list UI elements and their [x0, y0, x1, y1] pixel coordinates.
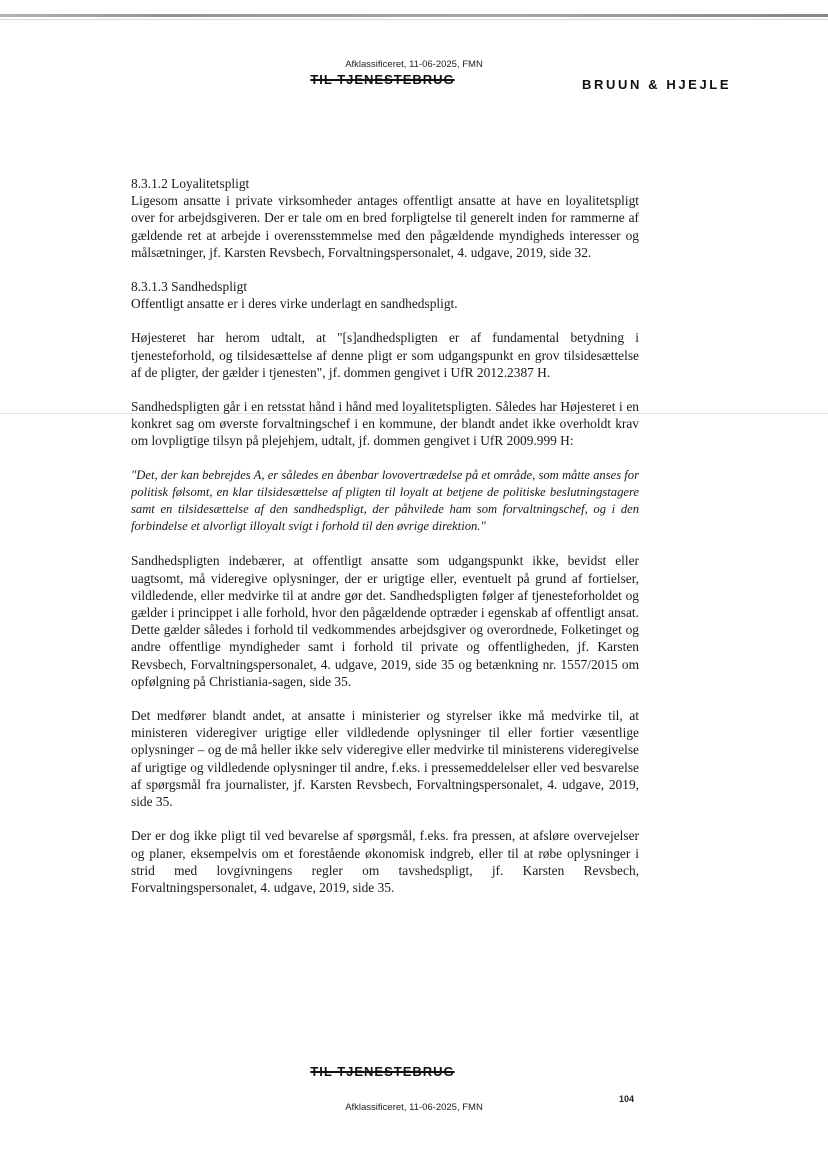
paragraph-implies: Sandhedspligten indebærer, at offentligt ansatte som udgangspunkt ikke, bevidst eller uagtsomt, må videregive oplysninger, der er urigtige eller, eventuelt på grund af fortielser, vildledende, eller medvirke til at andre gør det. Sandhedspligten følger af tjenesteforholdet og gælder i princippet i alle forhold, hvor den pågældende optræder i egenskab af offentligt ansat. Dette gælder således i forhold til vedkommendes arbejdsgiver og overordnede, Folketinget og andre offentlige myndigheder samt i forhold til private og offentligheden, jf. Karsten Revsbech, Forvaltningspersonalet, 4. udgave, 2019, side 35 og betænkning nr. 1557/2015 om opfølgning på Christiania-sagen, side 35. — [131, 553, 639, 689]
paragraph-hand-in-hand: Sandhedspligten går i en retsstat hånd i hånd med loyalitetspligten. Således har Højesteret i en konkret sag om øverste forvaltningschef i en kommune, der blandt andet ikke overholdt krav om lovpligtige tilsyn på plejehjem, udtalt, jf. dommen gengivet i UfR 2009.999 H: — [131, 399, 639, 449]
scan-edge — [0, 14, 828, 17]
section-heading-loyalty: 8.3.1.2 Loyalitetspligt — [131, 176, 250, 191]
scan-edge-shadow — [0, 19, 828, 20]
paragraph-truth-intro: Offentligt ansatte er i deres virke underlagt en sandhedspligt. — [131, 296, 458, 312]
paragraph-loyalty: Ligesom ansatte i private virksomheder antages offentligt ansatte at have en loyalitetspligt over for arbejdsgiveren. Der er tale om en bred forpligtelse til generelt inden for rammerne af gældende ret at arbejde i overensstemmelse med den pågældende myndigheds interesser og målsætninger, jf. Karsten Revsbech, Forvaltningspersonalet, 4. udgave, 2019, side 32. — [131, 193, 639, 260]
block-quote: "Det, der kan bebrejdes A, er således en åbenbar lovovertrædelse på et område, som måtte anses for politisk følsomt, en klar tilsidesættelse af pligten til loyalt at betjene de politiske beslutningstagere samt en tilsidesættelse af den sandhedspligt, der påhvilede ham som forvaltningschef, og i den forbindelse et alvorligt illoyalt svigt i forhold til den øvrige direktion." — [131, 467, 639, 534]
paragraph-supreme-court: Højesteret har herom udtalt, at "[s]andhedspligten er af fundamental betydning i tjenesteforhold, og tilsidesættelse af denne pligt er som udgangspunkt en grov tilsidesættelse af de pligter, der gælder i tjenesten", jf. dommen gengivet i UfR 2012.2387 H. — [131, 330, 639, 380]
section-heading-truth: 8.3.1.3 Sandhedspligt — [131, 279, 248, 295]
classification-top: TIL TJENESTEBRUG — [310, 72, 455, 87]
page-number: 104 — [619, 1094, 635, 1104]
declassified-stamp-top: Afklassificeret, 11-06-2025, FMN — [345, 59, 483, 70]
brand-logo: BRUUN & HJEJLE — [582, 77, 732, 92]
document-body — [131, 175, 639, 896]
paragraph-no-duty: Der er dog ikke pligt til ved bevarelse af spørgsmål, f.eks. fra pressen, at afsløre overvejelser og planer, eksempelvis om et forestående økonomisk indgreb, eller til at røbe oplysninger i strid med lovgivningens regler om tavshedspligt, jf. Karsten Revsbech, Forvaltningspersonalet, 4. udgave, 2019, side 35. — [131, 828, 639, 895]
declassified-stamp-bottom: Afklassificeret, 11-06-2025, FMN — [345, 1102, 483, 1113]
paragraph-ministries: Det medfører blandt andet, at ansatte i ministerier og styrelser ikke må medvirke til, at ministeren videregiver urigtige eller vildledende oplysninger til eller fortier væsentlige oplysninger – og de må heller ikke selv videregive eller medvirke til ministerens videregivelse af urigtige og vildledende oplysninger til andre, f.eks. i pressemeddelelser eller ved besvarelse af spørgsmål fra journalister, jf. Karsten Revsbech, Forvaltningspersonalet, 4. udgave, 2019, side 35. — [131, 708, 639, 810]
classification-bottom: TIL TJENESTEBRUG — [310, 1064, 455, 1079]
